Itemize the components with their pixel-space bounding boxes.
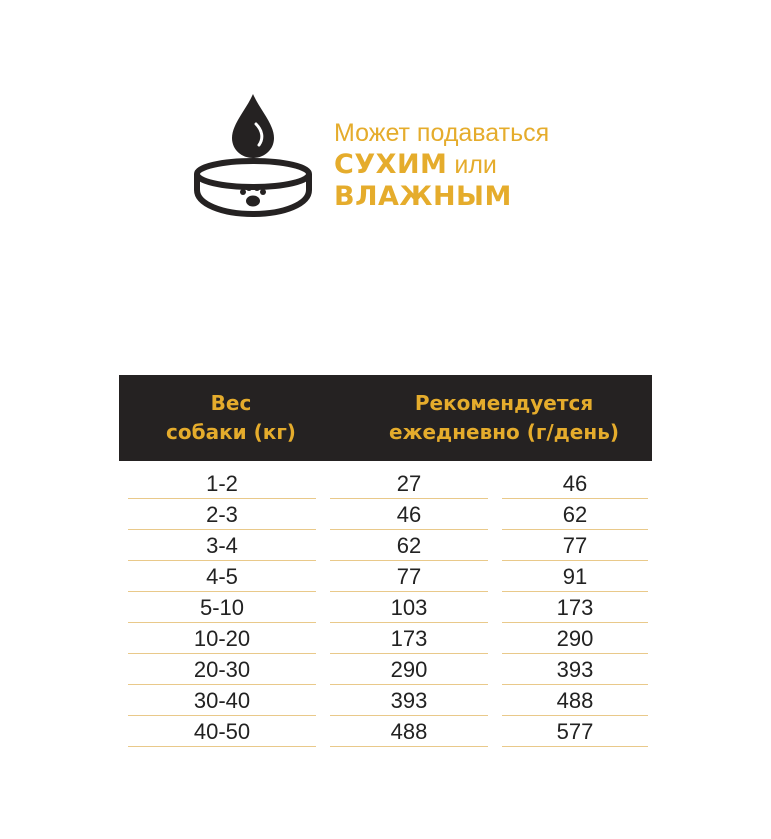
cell-weight: 4-5 — [128, 563, 316, 592]
cell-amount-min: 290 — [330, 656, 488, 685]
feature-caption — [334, 118, 549, 212]
feature-line-wet — [334, 181, 549, 212]
water-drop-bowl-icon — [188, 92, 318, 222]
cell-amount-max: 577 — [502, 718, 648, 747]
cell-amount-min: 488 — [330, 718, 488, 747]
table-row — [0, 563, 771, 594]
cell-amount-max: 62 — [502, 501, 648, 530]
table-row — [0, 532, 771, 563]
dry-label: СУХИМ — [334, 149, 448, 180]
header-dog-weight-line1: Вес — [210, 391, 252, 415]
feeding-feature — [188, 92, 608, 222]
table-row — [0, 470, 771, 501]
cell-amount-min: 62 — [330, 532, 488, 561]
header-dog-weight — [141, 389, 321, 447]
cell-amount-max: 173 — [502, 594, 648, 623]
cell-amount-max: 393 — [502, 656, 648, 685]
cell-amount-max: 77 — [502, 532, 648, 561]
cell-amount-min: 173 — [330, 625, 488, 654]
cell-amount-min: 393 — [330, 687, 488, 716]
cell-amount-max: 46 — [502, 470, 648, 499]
cell-amount-min: 27 — [330, 470, 488, 499]
cell-weight: 2-3 — [128, 501, 316, 530]
or-label: или — [447, 151, 497, 179]
table-row — [0, 656, 771, 687]
feeding-table-header — [119, 375, 652, 461]
cell-weight: 10-20 — [128, 625, 316, 654]
cell-amount-min: 103 — [330, 594, 488, 623]
feeding-table-body — [0, 470, 771, 749]
table-row — [0, 501, 771, 532]
table-row — [0, 594, 771, 625]
table-row — [0, 687, 771, 718]
table-row — [0, 625, 771, 656]
cell-weight: 40-50 — [128, 718, 316, 747]
cell-amount-max: 290 — [502, 625, 648, 654]
cell-amount-min: 46 — [330, 501, 488, 530]
header-daily-recommended — [374, 389, 634, 447]
header-dog-weight-line2: собаки (кг) — [166, 420, 296, 444]
wet-label: ВЛАЖНЫМ — [334, 181, 512, 212]
feature-line-serve: Может подаваться — [334, 119, 550, 147]
header-daily-line1: Рекомендуется — [414, 391, 594, 415]
table-row — [0, 718, 771, 749]
cell-amount-max: 488 — [502, 687, 648, 716]
cell-weight: 20-30 — [128, 656, 316, 685]
cell-amount-min: 77 — [330, 563, 488, 592]
cell-weight: 1-2 — [128, 470, 316, 499]
cell-weight: 5-10 — [128, 594, 316, 623]
feature-line-dry — [334, 149, 549, 181]
cell-amount-max: 91 — [502, 563, 648, 592]
cell-weight: 30-40 — [128, 687, 316, 716]
header-daily-line2: ежедневно (г/день) — [389, 420, 619, 444]
cell-weight: 3-4 — [128, 532, 316, 561]
